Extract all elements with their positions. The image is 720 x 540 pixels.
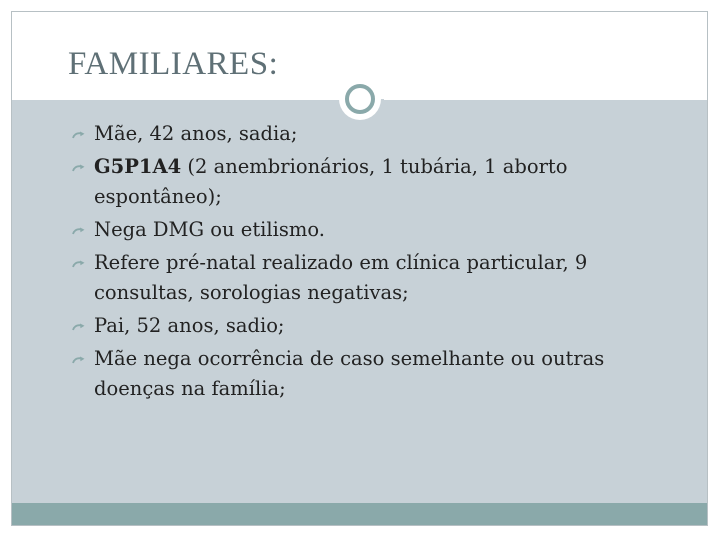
list-item: [60, 152, 650, 212]
title-divider-left: [12, 98, 343, 100]
circle-ring-icon: [345, 84, 375, 114]
curved-arrow-bullet-icon: [72, 356, 86, 364]
list-item: [60, 311, 650, 341]
list-item: [60, 215, 650, 245]
footer-bar: [12, 503, 707, 526]
list-item-lead: G5P1A4: [94, 155, 182, 178]
curved-arrow-bullet-icon: [72, 260, 86, 268]
curved-arrow-bullet-icon: [72, 227, 86, 235]
list-item-text: Mãe nega ocorrência de caso semelhante ou outras doenças na família;: [94, 347, 605, 400]
curved-arrow-bullet-icon: [72, 131, 86, 139]
list-item: [60, 344, 650, 404]
list-item-text: Refere pré-natal realizado em clínica particular, 9 consultas, sorologias negativas;: [94, 251, 588, 304]
slide-title: FAMILIARES:: [68, 46, 279, 82]
curved-arrow-bullet-icon: [72, 323, 86, 331]
list-item-text: Mãe, 42 anos, sadia;: [94, 122, 298, 145]
list-item: [60, 119, 650, 149]
list-item-text: Nega DMG ou etilismo.: [94, 218, 325, 241]
list-item: [60, 248, 650, 308]
curved-arrow-bullet-icon: [72, 164, 86, 172]
title-divider-right: [384, 98, 708, 100]
circle-ornament-icon: [339, 78, 381, 120]
bullet-list: [60, 119, 650, 407]
list-item-text: Pai, 52 anos, sadio;: [94, 314, 285, 337]
list-item-text: (2 anembrionários, 1 tubária, 1 aborto espontâneo);: [94, 155, 568, 208]
